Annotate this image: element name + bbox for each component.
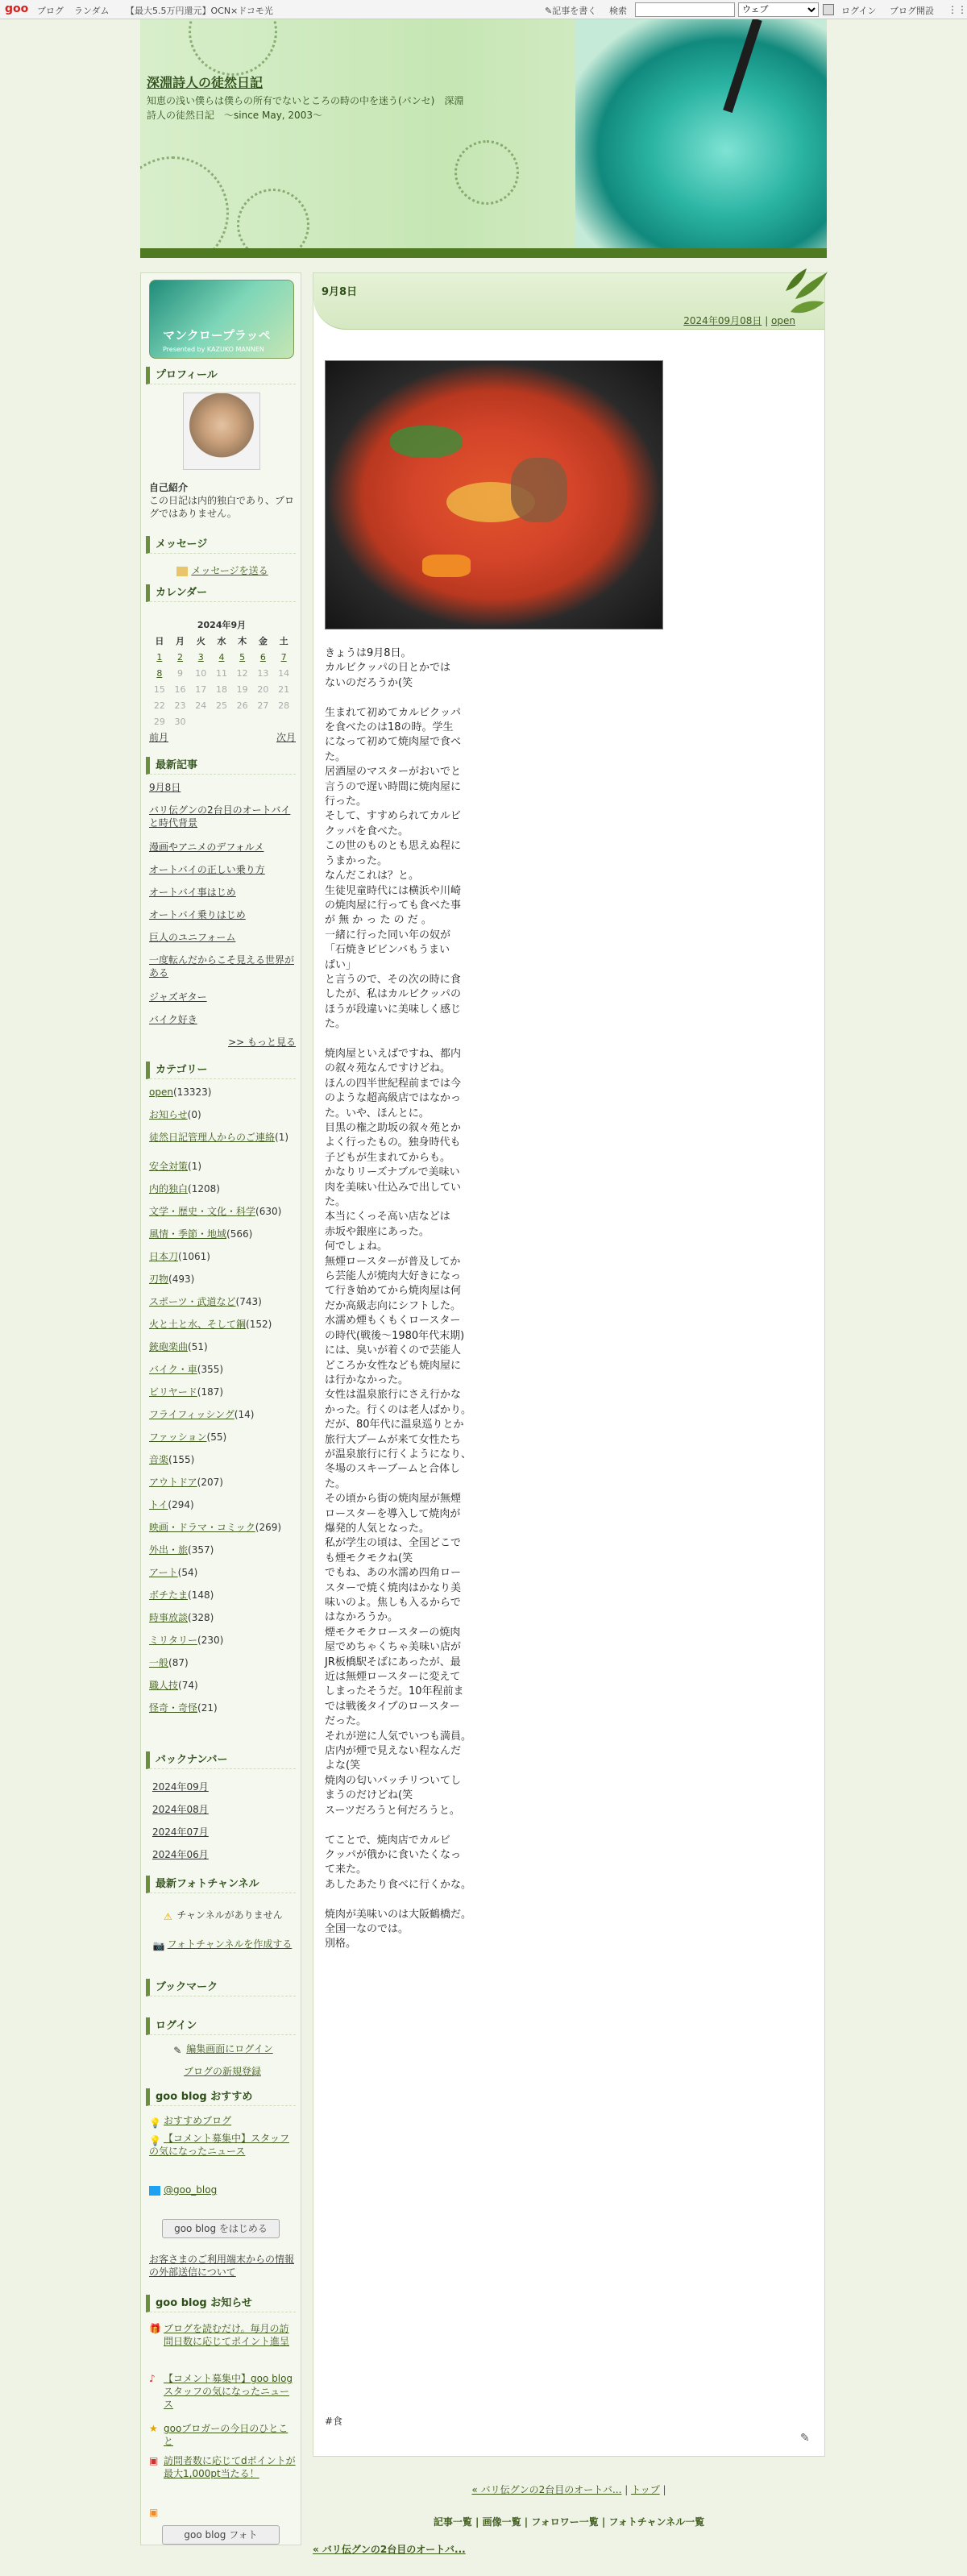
top-toolbar xyxy=(0,0,967,19)
category-count: (1) xyxy=(188,1161,202,1172)
toolbar-link-random[interactable]: ランダム xyxy=(74,6,110,16)
calendar-weekday: 火 xyxy=(196,636,205,646)
blog-open-link[interactable]: ブログ開設 xyxy=(890,6,934,16)
recent-item[interactable]: バイク好き xyxy=(149,1014,197,1025)
category-item[interactable] xyxy=(149,1250,296,1263)
calendar-day: 23 xyxy=(174,700,186,711)
category-item[interactable] xyxy=(149,1295,296,1308)
start-blog-button[interactable]: goo blog をはじめる xyxy=(162,2219,280,2238)
category-link[interactable]: 音楽 xyxy=(149,1454,169,1465)
warning-icon: ⚠ xyxy=(163,1910,172,1922)
category-item[interactable] xyxy=(149,1363,296,1376)
calendar-weekday: 月 xyxy=(176,636,185,646)
category-count: (13323) xyxy=(172,1086,212,1098)
date-bar xyxy=(313,273,824,330)
gift-icon: 🎁 xyxy=(149,2323,161,2334)
category-count: (55) xyxy=(206,1431,227,1443)
calendar-day: 26 xyxy=(236,700,248,711)
edit-login-link[interactable]: ✎ 編集画面にログイン xyxy=(173,2043,273,2056)
calendar-day[interactable]: 2 xyxy=(177,651,184,663)
category-link[interactable]: トイ xyxy=(149,1499,168,1510)
category-link[interactable]: お知らせ xyxy=(149,1109,188,1120)
category-item[interactable] xyxy=(149,1431,296,1444)
photo-carrot xyxy=(422,555,471,577)
category-item[interactable] xyxy=(149,1521,296,1534)
category-item[interactable] xyxy=(149,1498,296,1511)
grid-menu-icon[interactable]: ⋮⋮ xyxy=(948,4,967,15)
category-item[interactable] xyxy=(149,1205,296,1218)
recent-item[interactable]: 一度転んだからこそ見える世界がある xyxy=(149,954,295,978)
category-item[interactable] xyxy=(149,1634,296,1647)
next-month-link[interactable]: 次月 xyxy=(276,732,296,743)
category-count: (152) xyxy=(246,1319,272,1330)
category-item[interactable] xyxy=(149,1679,296,1692)
category-link[interactable]: open xyxy=(149,1086,173,1098)
category-count: (187) xyxy=(197,1386,224,1398)
category-link[interactable]: 内的独白 xyxy=(149,1183,189,1195)
soup-photo xyxy=(325,360,663,629)
profile-label: 自己紹介 xyxy=(149,482,189,493)
calendar-weekday: 土 xyxy=(279,636,288,646)
external-info-link[interactable]: お客さまのご利用端末からの情報の外部送信について xyxy=(149,2254,295,2278)
recent-item[interactable]: オートバイの正しい乗り方 xyxy=(149,864,265,875)
calendar-day: 15 xyxy=(153,683,165,695)
category-count: (155) xyxy=(168,1454,195,1465)
category-count: (355) xyxy=(197,1364,224,1375)
photo-greens xyxy=(390,426,463,458)
list-links[interactable]: 記事一覧 | 画像一覧 | フォロワー一覧 | フォトチャンネル一覧 xyxy=(433,2516,705,2528)
category-item[interactable] xyxy=(149,1453,296,1466)
category-item[interactable] xyxy=(149,1182,296,1195)
create-photo-channel-link[interactable]: 📷 フォトチャンネルを作成する xyxy=(152,1938,293,1951)
recent-heading: 最新記事 xyxy=(146,757,296,775)
calendar-weekday: 金 xyxy=(258,636,268,646)
category-link[interactable]: 銃砲楽曲 xyxy=(149,1341,189,1352)
camera-icon: 📷 xyxy=(152,1939,165,1951)
calendar-day: 20 xyxy=(257,683,269,695)
envelope-icon xyxy=(176,567,188,576)
search-input[interactable] xyxy=(635,2,735,17)
photo-beef xyxy=(511,458,567,522)
notice-item[interactable]: 🎁 ブログを読むだけ。毎月の訪問日数に応じてポイント進呈 xyxy=(149,2323,290,2347)
calendar-day: 16 xyxy=(174,683,186,695)
top-link[interactable]: トップ xyxy=(631,2484,660,2495)
recent-item[interactable]: 巨人のユニフォーム xyxy=(149,932,236,943)
calendar-day[interactable]: 8 xyxy=(156,667,163,679)
category-item[interactable] xyxy=(149,1701,296,1714)
toolbar-link-blog[interactable]: ブログ xyxy=(37,6,64,16)
star-icon: ★ xyxy=(149,2423,158,2434)
bulb-icon: 💡 xyxy=(149,2134,161,2146)
blog-description: 知恵の浅い僕らは僕らの所有でないところの時の中を迷う(パンセ) 深淵詩人の徒然日記 ～since May, 2003～ xyxy=(147,95,464,121)
category-link[interactable]: フライフィッシング xyxy=(149,1409,234,1420)
category-count: (87) xyxy=(168,1657,189,1668)
meta-separator: | xyxy=(762,315,772,326)
category-link[interactable]: 映画・ドラマ・コミック xyxy=(149,1522,255,1533)
recent-item[interactable]: 9月8日 xyxy=(149,782,181,793)
calendar-day: 24 xyxy=(195,700,207,711)
category-count: (207) xyxy=(197,1477,223,1488)
mandala-ornament xyxy=(189,19,277,76)
category-link[interactable]: 時事放談 xyxy=(149,1612,189,1623)
drink-photo xyxy=(575,19,827,258)
calendar-weekday: 日 xyxy=(155,636,164,646)
category-count: (148) xyxy=(188,1589,214,1601)
banner-subtitle: Presented by KAZUKO MANNEN xyxy=(163,346,264,353)
calendar-day: 19 xyxy=(236,683,248,695)
category-item[interactable] xyxy=(149,1476,296,1489)
calendar-day[interactable]: 6 xyxy=(259,651,266,663)
search-scope-select[interactable] xyxy=(738,2,819,17)
category-item[interactable] xyxy=(149,1408,296,1421)
recommend-heading: goo blog おすすめ xyxy=(146,2088,296,2106)
category-link[interactable]: 日本刀 xyxy=(149,1251,179,1262)
pencil-icon: ✎ xyxy=(545,6,553,16)
category-item[interactable] xyxy=(149,1228,296,1240)
category-item[interactable] xyxy=(149,1086,296,1099)
profile-text: この日記は内的独白であり、ブログではありません。 xyxy=(149,495,295,519)
recommend-item[interactable]: 💡 【コメント募集中】スタッフの気になったニュース xyxy=(149,2133,290,2157)
backnumber-heading: バックナンバー xyxy=(146,1751,296,1769)
category-item[interactable] xyxy=(149,1131,296,1144)
category-count: (54) xyxy=(177,1567,198,1578)
d-point-icon: ▣ xyxy=(149,2455,159,2466)
post-category-link[interactable]: open xyxy=(771,315,795,326)
recent-item[interactable]: ジャズギター xyxy=(149,991,207,1003)
article xyxy=(313,272,825,2457)
calendar-day: 9 xyxy=(177,667,184,679)
category-item[interactable] xyxy=(149,1386,296,1398)
notice-item[interactable]: ▣ 訪問者数に応じてdポイントが最大1,000pt当たる！ xyxy=(149,2455,296,2479)
prev-post-bottom-link[interactable]: « バリ伝グンの2台目のオートバ... xyxy=(313,2544,466,2555)
category-count: (743) xyxy=(235,1296,262,1307)
article-body: きょうは9月8日。 カルビクッパの日とかでは ないのだろうか(笑 生まれて初めてカルビクッパ を食べたのは18の時。学生 になって初めて焼肉屋で食べ た。 居酒屋のマスターがおいでと 言うので遅い時間に焼肉屋に 行った。 そして、すすめられてカルビ クッパを食べた。 この世のものとも思えぬ程に うまかった。 なんだこれは？と。 生徒児童時代には横浜や川崎 の焼肉屋に行っても食べた事 が 無 か っ た の だ 。 一緒に行った同い年の奴が 「石焼きビビンバもうまい ぱい」 と言うので、その次の時に食 したが、私はカルビクッパの ほうが段違いに美味しく感じ た。 焼肉屋といえばですね、都内 の叙々苑なんですけどね。 ほんの四半世紀程前までは今 のような超高級店ではなかっ た。いや、ほんとに。 目黒の権之助坂の叙々苑とか よく行ったもの。独身時代も 子どもが生まれてからも。 かなりリーズナブルで美味い 肉を美味い仕込みで出してい た。 本当にくっそ高い店などは 赤坂や銀座にあった。 何でしょね。 無煙ロースターが普及してか ら芸能人が焼肉大好きになっ て行き始めてから焼肉屋は何 だか高級志向にシフトした。 水濡め煙もくもくロースター の時代(戦後～1980年代末期) には、臭いが着くので芸能人 どころか女性なども焼肉屋に は行かなかった。 女性は温泉旅行にさえ行かな かった。行くのは老人ばかり。 だが、80年代に温泉巡りとか 旅行大ブームが来て女性たち が温泉旅行に行くようになり、 冬場のスキーブームと合体し た。 その頃から街の焼肉屋が無煙 ロースターを導入して焼肉が 爆発的人気となった。 私が学生の頃は、全国どこで も煙モクモクね(笑 でもね、あの水濡め四角ロー スターで焼く焼肉はかなり美 味いのよ。焦しも入るからで はなかろうか。 煙モクモクロースターの焼肉 屋でめちゃくちゃ美味い店が JR板橋駅そばにあったが、最 近は無煙ロースターに変えて しまったそうだ。10年程前ま では戦後タイプのロースター だった。 それが逆に人気でいつも満員。 店内が煙で見えない程なんだ よな(笑 焼肉の匂いバッチリついてし まうのだけどね(笑 スーツだろうと何だろうと。 てことで、焼肉店でカルビ クッパが俄かに食いたくなっ て来た。 あしたあたり食べに行くかな。 焼肉が美味いのは大阪鶴橋だ。 全国一なのでは。 別格。 xyxy=(325,647,472,1951)
calendar-day[interactable]: 5 xyxy=(239,651,246,663)
backnumber-item[interactable]: 2024年09月 xyxy=(152,1781,209,1793)
recommend-item[interactable]: 💡 おすすめブログ xyxy=(149,2115,232,2129)
search-go-button[interactable] xyxy=(823,4,834,15)
music-icon: ♪ xyxy=(149,2373,156,2384)
blog-header xyxy=(140,19,827,258)
category-count: (269) xyxy=(255,1522,282,1533)
category-link[interactable]: ボチたま xyxy=(149,1589,189,1601)
category-item[interactable] xyxy=(149,1589,296,1602)
calendar-day: 11 xyxy=(215,667,227,679)
category-count: (1061) xyxy=(178,1251,210,1262)
calendar-day[interactable]: 4 xyxy=(218,651,225,663)
write-article-link[interactable]: ✎記事を書く xyxy=(545,6,597,16)
backnumber-item[interactable]: 2024年07月 xyxy=(152,1826,209,1838)
category-count: (630) xyxy=(255,1206,282,1217)
category-count: (51) xyxy=(188,1341,208,1352)
category-link[interactable]: 火と土と水、そして鋼 xyxy=(149,1319,247,1330)
post-tag[interactable]: #食 xyxy=(325,2416,343,2427)
calendar-weekday: 木 xyxy=(238,636,247,646)
no-channel-text: ⚠ チャンネルがありません xyxy=(163,1909,283,1922)
pencil-icon: ✎ xyxy=(173,2044,182,2056)
calendar-day: 14 xyxy=(278,667,290,679)
category-item[interactable] xyxy=(149,1108,296,1121)
sidebar xyxy=(140,272,301,2545)
category-link[interactable]: 安全対策 xyxy=(149,1161,189,1172)
avatar xyxy=(183,393,260,470)
calendar-day: 25 xyxy=(215,700,227,711)
category-item[interactable] xyxy=(149,1544,296,1556)
calendar-day: 10 xyxy=(195,667,207,679)
edit-pencil-icon[interactable]: ✎ xyxy=(800,2432,810,2445)
send-message-link[interactable]: メッセージを送る xyxy=(149,563,296,577)
category-link[interactable]: ミリタリー xyxy=(149,1635,198,1646)
calendar-day[interactable]: 7 xyxy=(280,651,287,663)
calendar-day: 27 xyxy=(257,700,269,711)
category-count: (1) xyxy=(275,1132,289,1143)
new-blog-link[interactable]: ブログの新規登録 xyxy=(183,2066,261,2077)
sidebar-banner[interactable] xyxy=(149,280,294,359)
rss-icon[interactable]: ▣ xyxy=(149,2507,159,2518)
category-link[interactable]: 職人技 xyxy=(149,1680,179,1691)
category-count: (493) xyxy=(168,1273,195,1285)
banner-title: マンクロープラッペ xyxy=(163,328,271,343)
backnumber-item[interactable]: 2024年08月 xyxy=(152,1804,209,1815)
login-link[interactable]: ログイン xyxy=(841,6,877,16)
more-link[interactable]: >> もっと見る xyxy=(228,1037,296,1048)
category-count: (1208) xyxy=(188,1183,220,1195)
photo-channel-heading: 最新フォトチャンネル xyxy=(146,1876,296,1893)
header-band xyxy=(140,248,827,258)
post-pager: « バリ伝グンの2台目のオートバ... | トップ | xyxy=(471,2484,666,2495)
calendar-day: 17 xyxy=(195,683,207,695)
calendar-day: 13 xyxy=(257,667,269,679)
recent-item[interactable]: オートバイ事はじめ xyxy=(149,887,236,898)
calendar-caption: 2024年9月 xyxy=(197,620,247,630)
recent-item[interactable]: バリ伝グンの2台目のオートバイと時代背景 xyxy=(149,804,291,829)
category-link[interactable]: バイク・車 xyxy=(149,1364,197,1375)
category-count: (357) xyxy=(188,1544,214,1556)
category-link[interactable]: 一般 xyxy=(149,1657,169,1668)
category-count: (74) xyxy=(178,1680,198,1691)
category-count: (294) xyxy=(168,1499,194,1510)
category-link[interactable]: ファッション xyxy=(149,1431,207,1443)
notice-item[interactable]: ★ gooブロガーの今日のひとこと xyxy=(149,2423,288,2447)
calendar-day: 28 xyxy=(278,700,290,711)
profile-heading: プロフィール xyxy=(146,367,296,384)
category-count: (0) xyxy=(187,1109,201,1120)
category-link[interactable]: 徒然日記管理人からのご連絡 xyxy=(149,1132,276,1143)
category-link[interactable]: 風情・季節・地域 xyxy=(149,1228,227,1240)
leaf-icon xyxy=(779,267,832,326)
login-heading: ログイン xyxy=(146,2017,296,2035)
category-heading: カテゴリー xyxy=(146,1062,296,1079)
category-count: (566) xyxy=(226,1228,253,1240)
notice-heading: goo blog お知らせ xyxy=(146,2295,296,2312)
twitter-icon xyxy=(149,2186,160,2196)
category-link[interactable]: アウトドア xyxy=(149,1477,197,1488)
category-link[interactable]: ビリヤード xyxy=(149,1386,197,1398)
post-date-link[interactable]: 2024年09月08日 xyxy=(683,315,762,326)
toolbar-link-ocn[interactable]: 【最大5.5万円還元】OCN×ドコモ光 xyxy=(126,6,273,16)
category-link[interactable]: 文学・歴史・文化・科学 xyxy=(149,1206,256,1217)
category-count: (21) xyxy=(197,1702,218,1714)
calendar-heading: カレンダー xyxy=(146,584,296,602)
recent-item[interactable]: 漫画やアニメのデフォルメ xyxy=(149,841,264,853)
category-item[interactable] xyxy=(149,1318,296,1331)
mandala-ornament xyxy=(454,140,519,205)
calendar-day: 22 xyxy=(153,700,165,711)
category-item[interactable] xyxy=(149,1611,296,1624)
backnumber-item[interactable]: 2024年06月 xyxy=(152,1849,209,1860)
category-link[interactable]: スポーツ・武道など xyxy=(149,1296,236,1307)
recent-item[interactable]: オートバイ乗りはじめ xyxy=(149,909,246,920)
mandala-ornament xyxy=(140,156,229,258)
category-item[interactable] xyxy=(149,1566,296,1579)
bookmark-heading: ブックマーク xyxy=(146,1979,296,1996)
category-item[interactable] xyxy=(149,1340,296,1353)
calendar-day: 18 xyxy=(215,683,227,695)
calendar-day[interactable]: 3 xyxy=(197,651,204,663)
bulb-icon: 💡 xyxy=(149,2117,161,2129)
blog-title[interactable]: 深淵詩人の徒然日記 xyxy=(147,75,264,90)
notice-item[interactable]: ♪ 【コメント募集中】goo blogスタッフの気になったニュース xyxy=(149,2373,293,2410)
prev-month-link[interactable]: 前月 xyxy=(149,732,169,743)
prev-post-link[interactable]: « バリ伝グンの2台目のオートバ... xyxy=(471,2484,622,2495)
category-item[interactable] xyxy=(149,1656,296,1669)
calendar-day: 21 xyxy=(278,683,290,695)
calendar-day: 29 xyxy=(153,716,165,727)
calendar-day: 30 xyxy=(174,716,186,727)
category-link[interactable]: 刃物 xyxy=(149,1273,169,1285)
goo-logo[interactable]: goo xyxy=(5,2,29,15)
category-link[interactable]: アート xyxy=(149,1567,178,1578)
photo-button[interactable]: goo blog フォト xyxy=(162,2525,280,2545)
calendar xyxy=(149,617,294,729)
category-item[interactable] xyxy=(149,1273,296,1286)
calendar-weekday: 水 xyxy=(217,636,226,646)
calendar-day: 12 xyxy=(236,667,248,679)
category-link[interactable]: 外出・旅 xyxy=(149,1544,189,1556)
post-title: 9月8日 xyxy=(322,286,358,298)
calendar-day[interactable]: 1 xyxy=(156,651,163,663)
category-count: (328) xyxy=(188,1612,214,1623)
twitter-link[interactable]: @goo_blog xyxy=(149,2183,296,2196)
category-item[interactable] xyxy=(149,1160,296,1173)
message-heading: メッセージ xyxy=(146,536,296,554)
category-count: (230) xyxy=(197,1635,224,1646)
category-link[interactable]: 怪奇・奇怪 xyxy=(149,1702,198,1714)
category-count: (14) xyxy=(234,1409,255,1420)
search-label: 検索 xyxy=(609,6,627,16)
